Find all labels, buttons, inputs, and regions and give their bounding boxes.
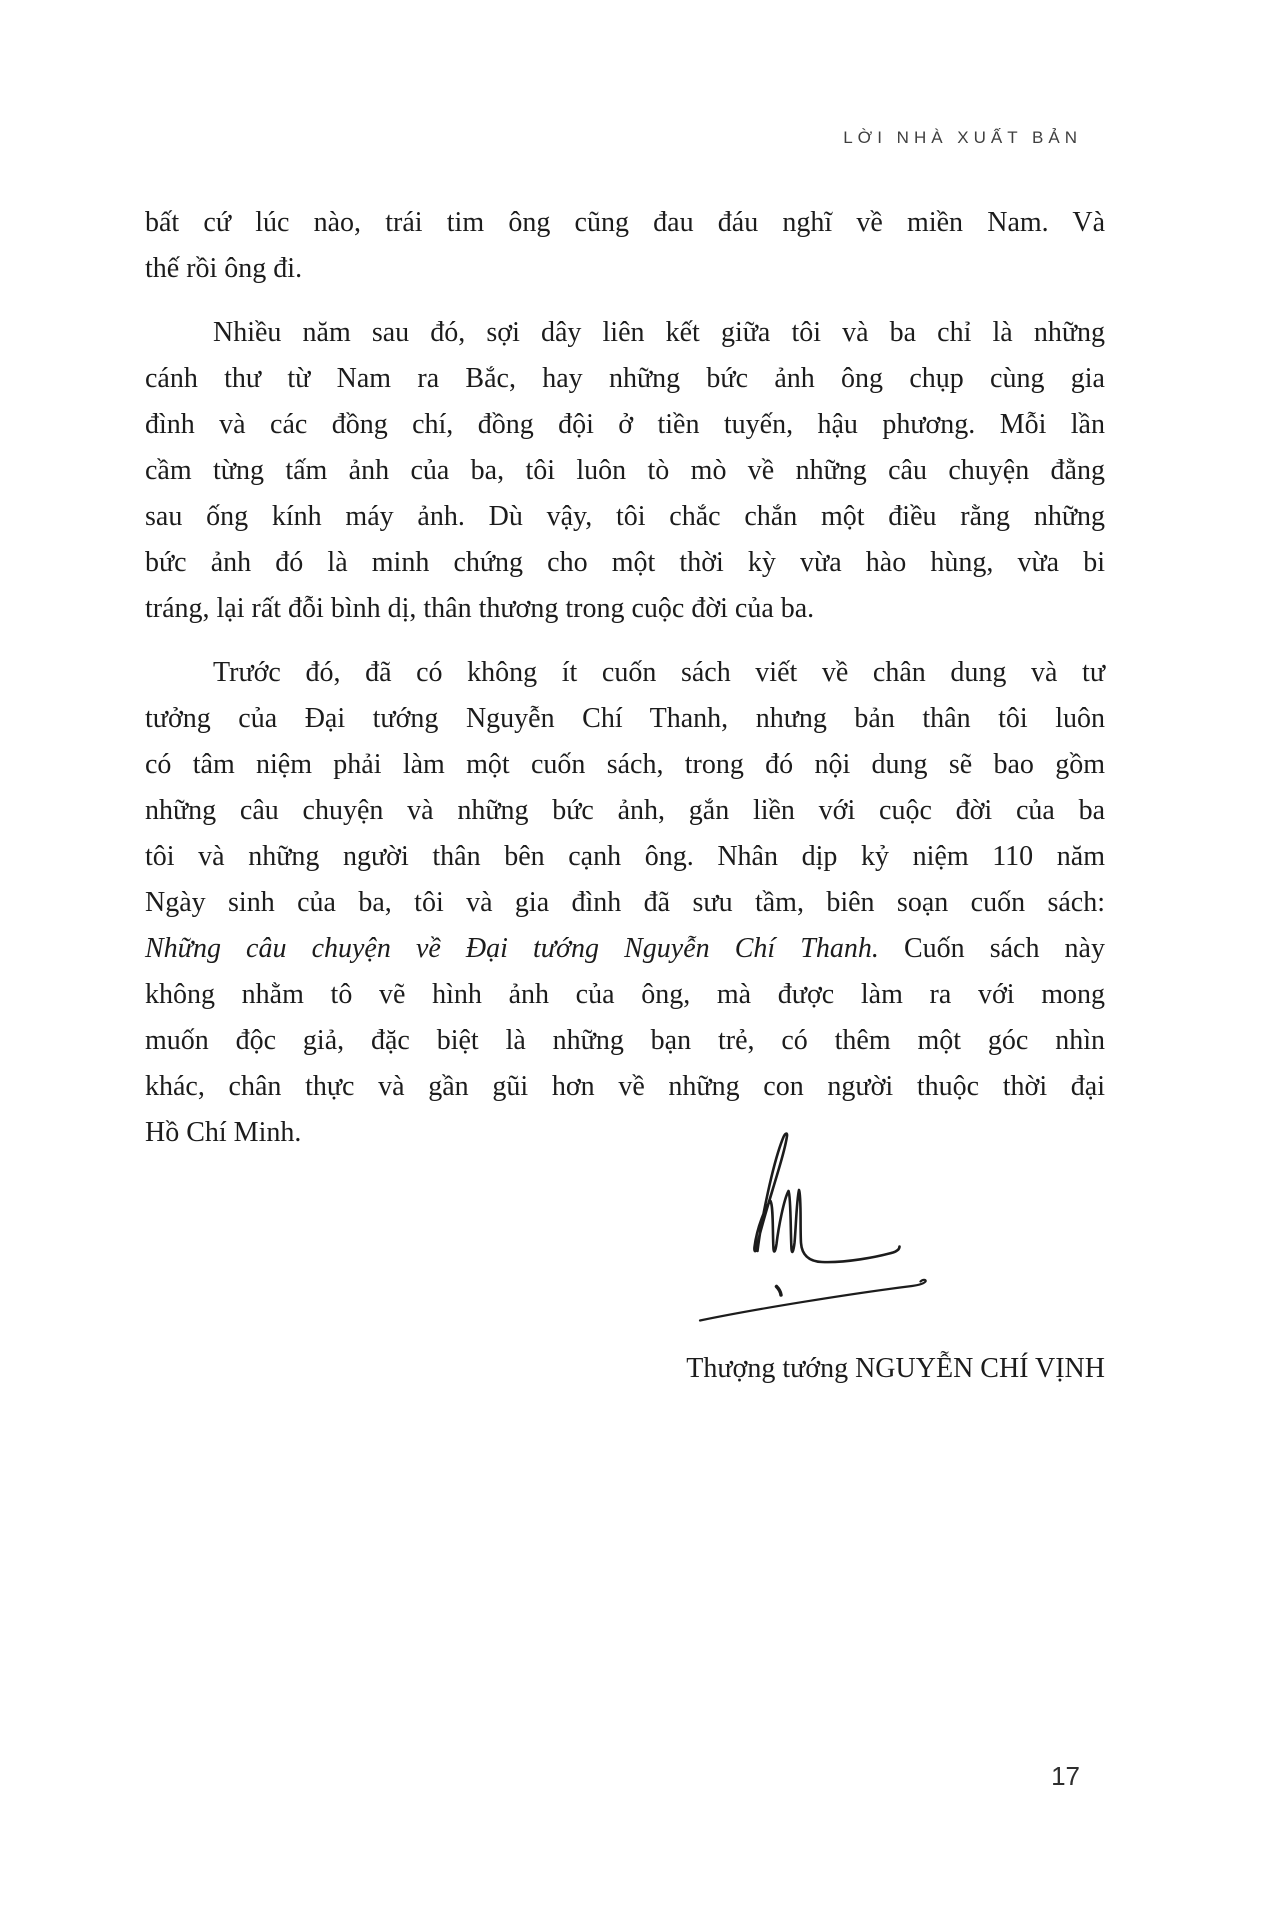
paragraph-2 [145,310,1105,632]
text-line: những câu chuyện và những bức ảnh, gắn liền với cuộc đời của ba [145,795,1105,826]
text-line: tưởng của Đại tướng Nguyễn Chí Thanh, nhưng bản thân tôi luôn [145,703,1105,734]
running-header: LỜI NHÀ XUẤT BẢN [843,128,1082,147]
paragraph-1 [145,200,1105,292]
body-text [145,200,1105,1156]
text-line: khác, chân thực và gần gũi hơn về những con người thuộc thời đại [145,1071,1105,1102]
paragraph-3 [145,650,1105,1156]
signature-caption: Thượng tướng NGUYỄN CHÍ VỊNH [686,1353,1105,1384]
text-line: Cuốn sách này [878,933,1105,964]
text-line: thế rồi ông đi. [145,253,303,284]
text-line: bất cứ lúc nào, trái tim ông cũng đau đáu nghĩ về miền Nam. Và [145,207,1105,238]
text-line-with-book-title [145,926,1105,972]
text-line: Trước đó, đã có không ít cuốn sách viết về chân dung và tư [213,657,1105,688]
text-line: Hồ Chí Minh. [145,1117,302,1148]
text-line: cánh thư từ Nam ra Bắc, hay những bức ảnh ông chụp cùng gia [145,363,1105,394]
text-line: Nhiều năm sau đó, sợi dây liên kết giữa tôi và ba chỉ là những [213,317,1105,348]
text-line: muốn độc giả, đặc biệt là những bạn trẻ, có thêm một góc nhìn [145,1025,1105,1056]
text-line: tôi và những người thân bên cạnh ông. Nhân dịp kỷ niệm 110 năm [145,841,1105,872]
text-line: có tâm niệm phải làm một cuốn sách, trong đó nội dung sẽ bao gồm [145,749,1105,780]
page-number: 17 [1051,1761,1080,1791]
text-line: không nhằm tô vẽ hình ảnh của ông, mà được làm ra với mong [145,979,1105,1010]
text-line: tráng, lại rất đỗi bình dị, thân thương trong cuộc đời của ba. [145,593,815,624]
text-line: đình và các đồng chí, đồng đội ở tiền tuyến, hậu phương. Mỗi lần [145,409,1105,440]
signature-image [680,1115,940,1330]
text-line: Ngày sinh của ba, tôi và gia đình đã sưu tầm, biên soạn cuốn sách: [145,887,1105,918]
text-line: bức ảnh đó là minh chứng cho một thời kỳ vừa hào hùng, vừa bi [145,547,1105,578]
text-line: sau ống kính máy ảnh. Dù vậy, tôi chắc chắn một điều rằng những [145,501,1105,532]
text-line: cầm từng tấm ảnh của ba, tôi luôn tò mò về những câu chuyện đằng [145,455,1105,486]
book-title-italic: Những câu chuyện về Đại tướng Nguyễn Chí Thanh. [145,933,879,964]
